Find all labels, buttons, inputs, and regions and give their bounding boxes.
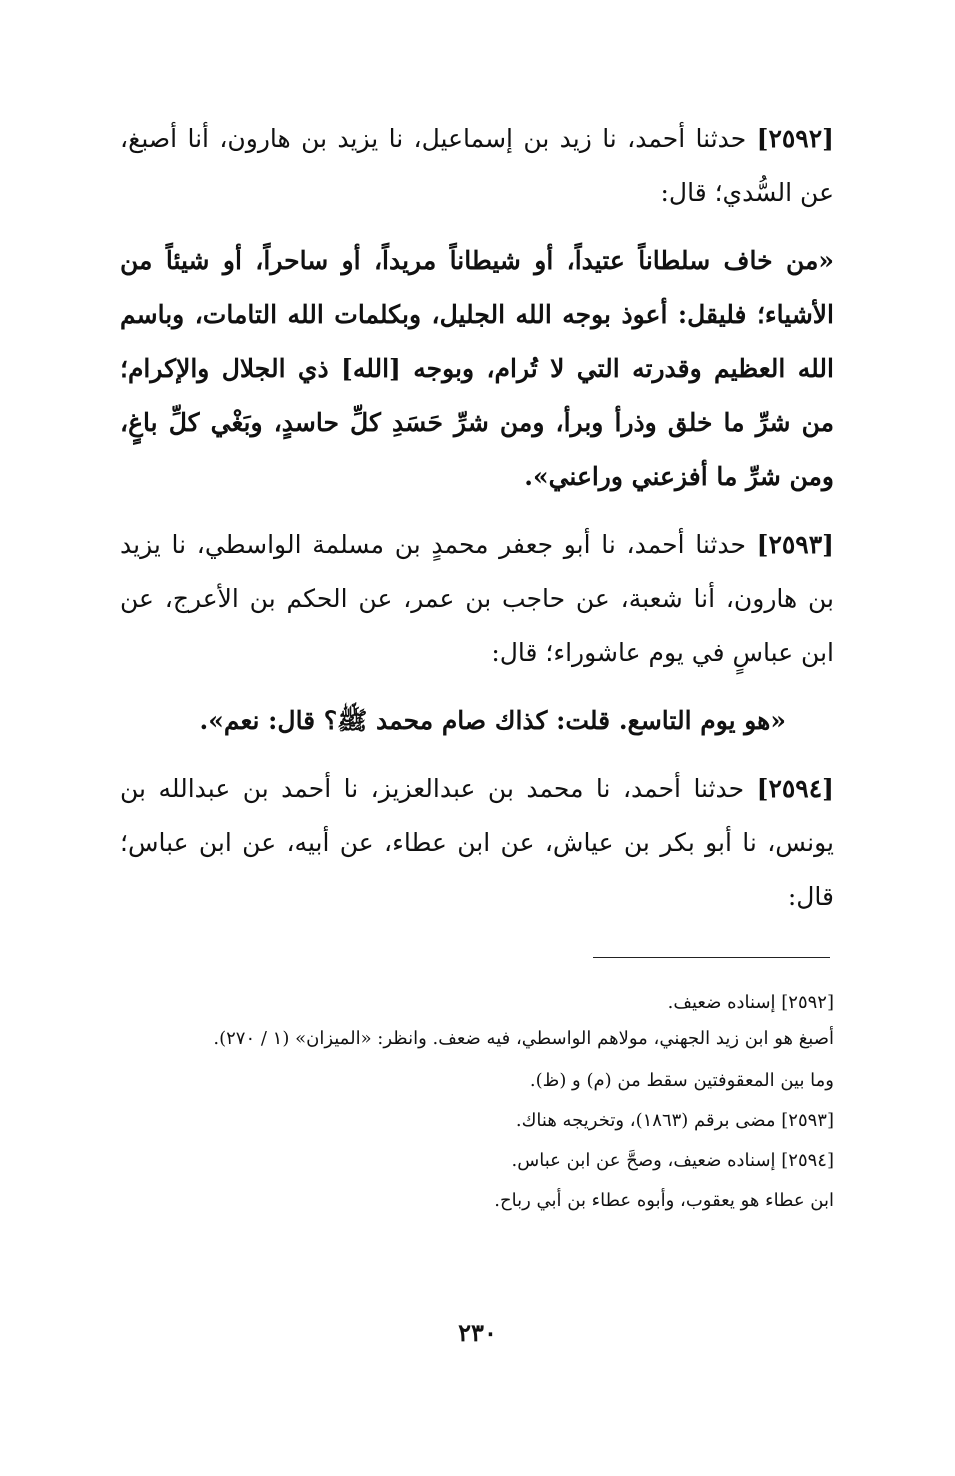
footnote-2592-note: أصبغ هو ابن زيد الجهني، مولاهم الواسطي، فيه ضعف. وانظر: «الميزان» (١ / ٢٧٠). [213, 1028, 834, 1049]
hadith-2592-matn: «من خاف سلطاناً عتيداً، أو شيطاناً مريداً، أو ساحراً، أو شيئاً من الأشياء؛ فليقل: أعوذ بوجه الله الجليل، وبكلمات الله التامات، وباسم الله العظيم وقدرته التي لا تُرام، وبوجه [الله] ذي الجلال والإكرام؛ من شرِّ ما خلق وذرأ وبرأ، ومن شرِّ حَسَدِ كلِّ حاسدٍ، وبَغْي كلِّ باغٍ، ومن شرِّ ما أفزعني وراعني». [120, 246, 834, 491]
hadith-number: [٢٥٩٣] [756, 530, 834, 559]
hadith-2594-isnad [120, 762, 834, 924]
hadith-2593-isnad [120, 518, 834, 680]
footnote-2594: [٢٥٩٤] إسناده ضعيف، وصحَّ عن ابن عباس. [511, 1150, 834, 1171]
footnote-separator [593, 957, 830, 958]
footnote-2593: [٢٥٩٣] مضى برقم (١٨٦٣)، وتخريجه هناك. [515, 1110, 834, 1131]
main-text [120, 112, 834, 938]
isnad-text: حدثنا أحمد، نا محمد بن عبدالعزيز، نا أحمد بن عبدالله بن يونس، نا أبو بكر بن عياش، عن ابن عطاء، عن أبيه، عن ابن عباس؛ قال: [120, 774, 834, 911]
footnote-2594-note: ابن عطاء هو يعقوب، وأبوه عطاء بن أبي رباح. [494, 1190, 834, 1211]
footnotes [120, 985, 834, 1219]
hadith-2593-matn: «هو يوم التاسع. قلت: كذاك صام محمد ﷺ؟ قال: نعم». [199, 706, 786, 735]
hadith-number: [٢٥٩٤] [756, 774, 834, 803]
hadith-2592-isnad [120, 112, 834, 220]
page-number: ٢٣٠ [458, 1318, 497, 1347]
hadith-number: [٢٥٩٢] [756, 124, 834, 153]
isnad-text: حدثنا أحمد، نا أبو جعفر محمدٍ بن مسلمة الواسطي، نا يزيد بن هارون، أنا شعبة، عن حاجب بن عمر، عن الحكم بن الأعرج، عن ابن عباسٍ في يوم عاشوراء؛ قال: [120, 530, 834, 667]
isnad-text: حدثنا أحمد، نا زيد بن إسماعيل، نا يزيد بن هارون، أنا أصبغ، عن السُّدي؛ قال: [120, 124, 834, 207]
footnote-2592-brackets: وما بين المعقوفتين سقط من (م) و (ظ). [529, 1070, 834, 1091]
footnote-2592: [٢٥٩٢] إسناده ضعيف. [667, 992, 834, 1013]
